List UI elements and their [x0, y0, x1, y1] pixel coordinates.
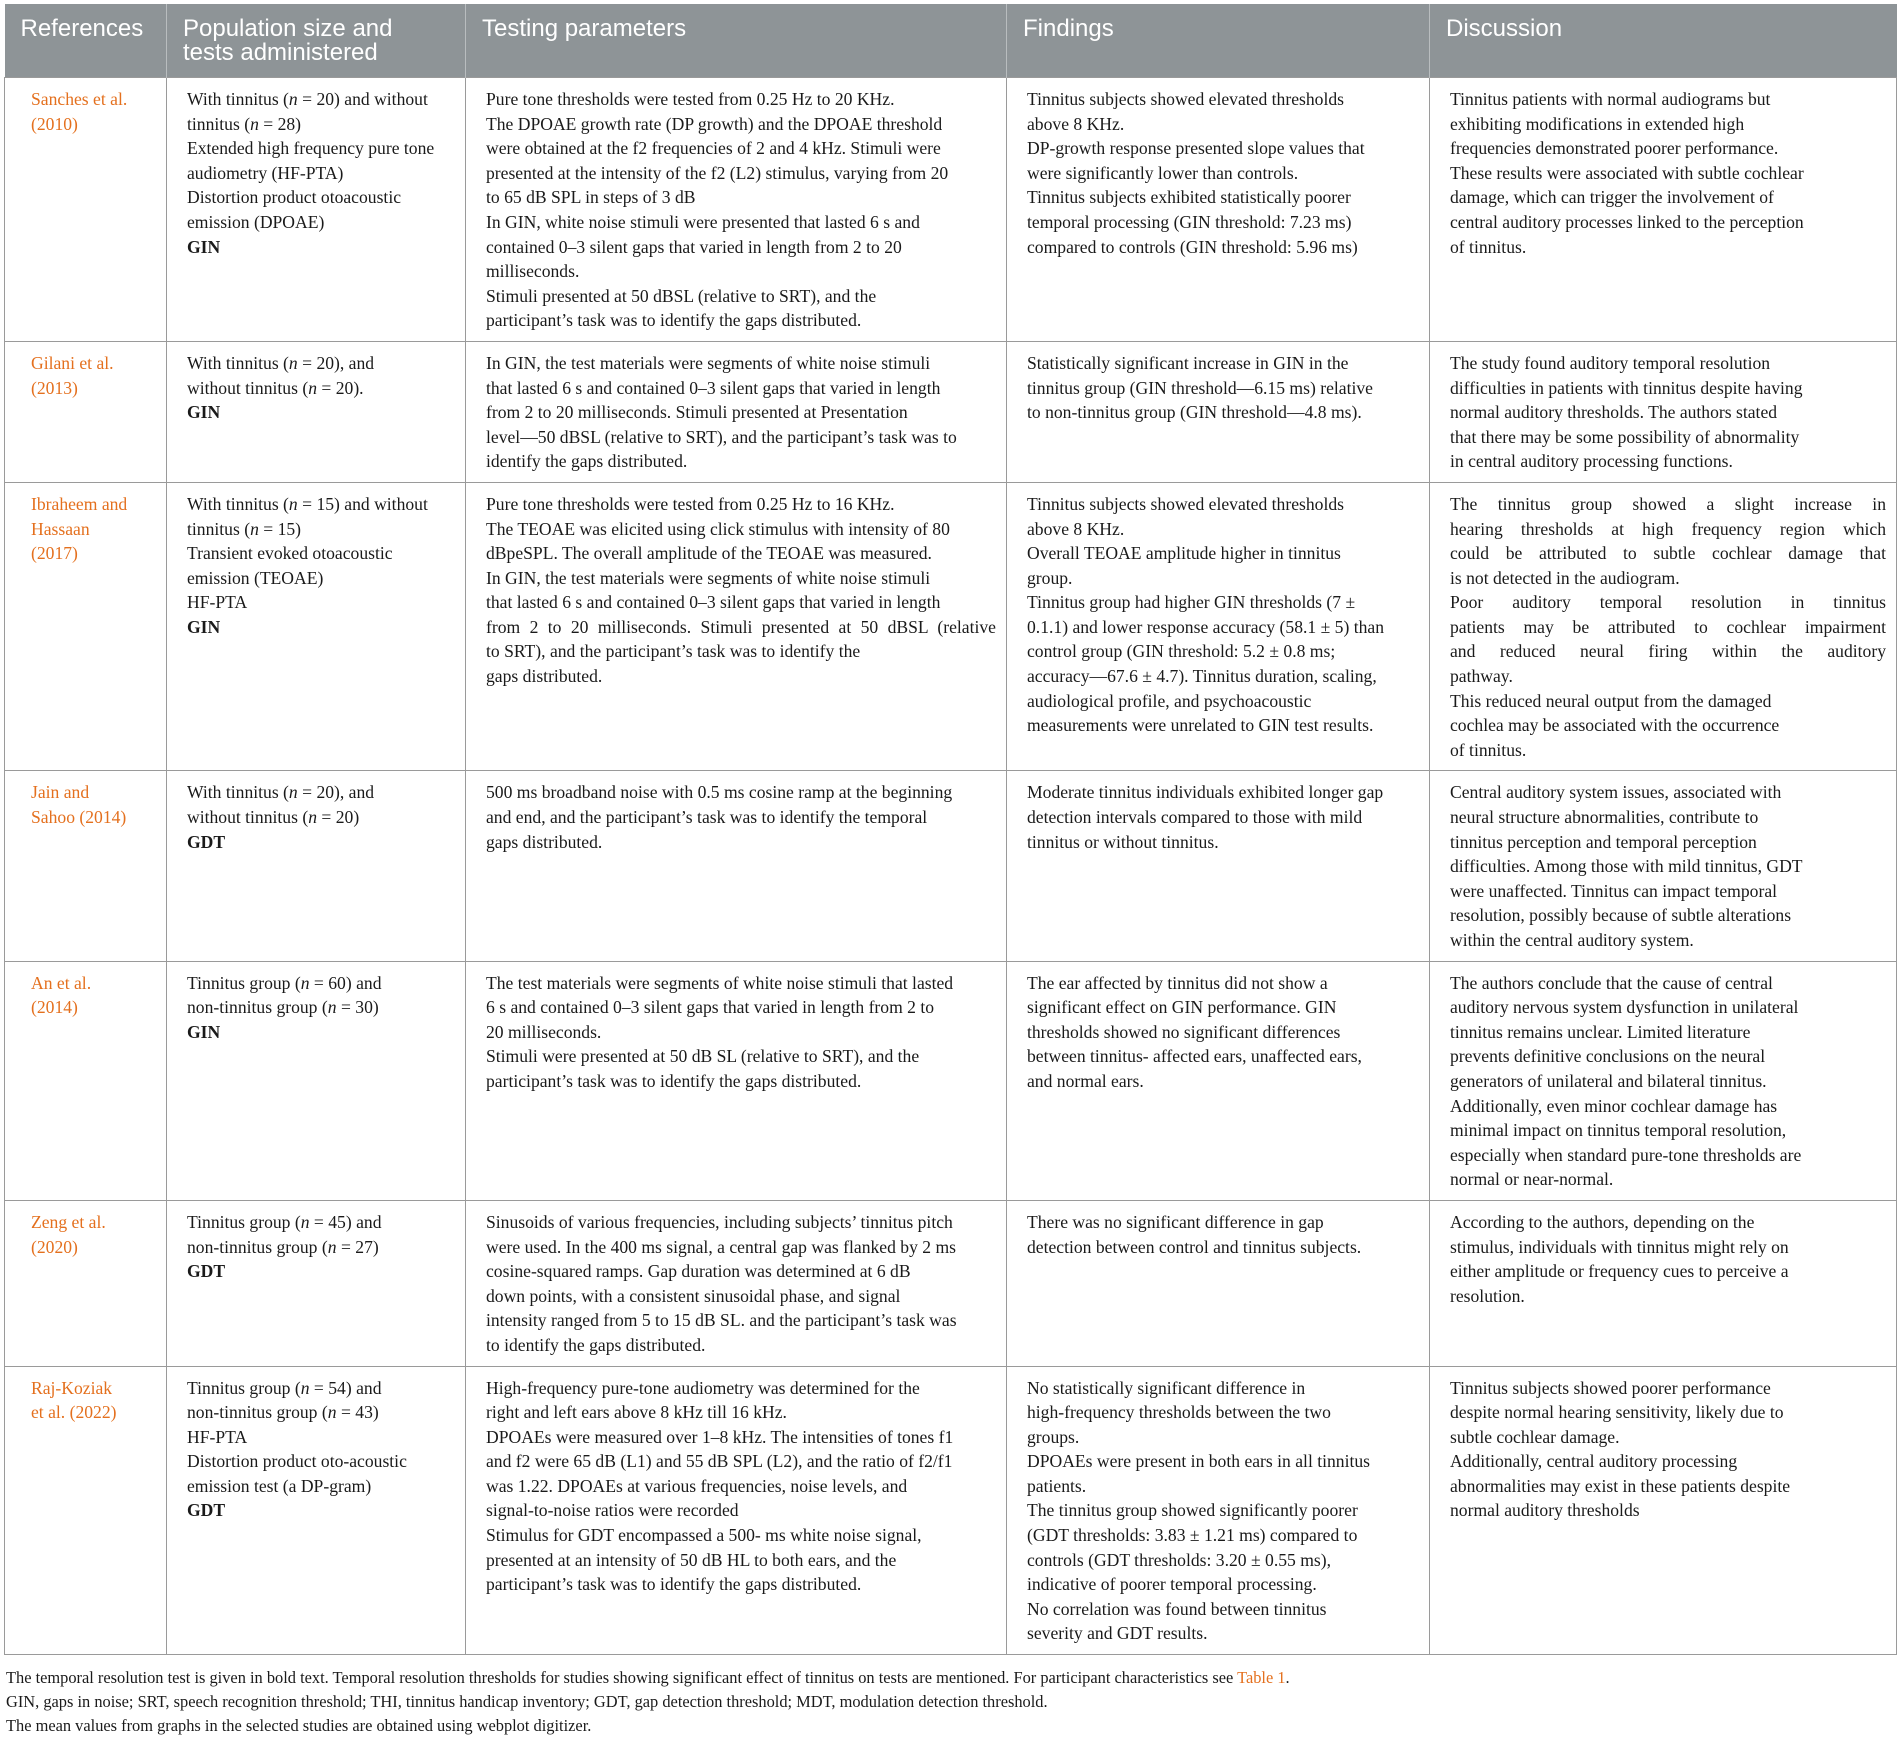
- findings-cell-line: temporal processing (GIN threshold: 7.23 ms): [1027, 211, 1352, 232]
- testing-parameters-cell-line: intensity ranged from 5 to 15 dB SL. and the participant’s task was: [486, 1310, 957, 1331]
- population-cell: [167, 78, 466, 342]
- findings-cell-line: compared to controls (GIN threshold: 5.96 ms): [1027, 236, 1358, 257]
- reference-link-line: (2017): [31, 543, 78, 564]
- discussion-cell: [1430, 482, 1897, 771]
- testing-parameters-cell-line: that lasted 6 s and contained 0–3 silent gaps that varied in length: [486, 592, 941, 613]
- discussion-cell-line: within the central auditory system.: [1450, 930, 1694, 950]
- findings-cell-line: Tinnitus group had higher GIN thresholds (7 ±: [1027, 592, 1356, 613]
- discussion-cell-line: The authors conclude that the cause of central: [1450, 972, 1773, 993]
- discussion-cell-line: subtle cochlear damage.: [1450, 1426, 1620, 1447]
- table-header: [5, 4, 1897, 78]
- population-cell-line: Tinnitus group (n = 54) and: [187, 1377, 382, 1398]
- discussion-cell-line: either amplitude or frequency cues to perceive a: [1450, 1261, 1789, 1282]
- findings-cell: [1007, 1200, 1430, 1366]
- testing-parameters-cell-line: Stimulus for GDT encompassed a 500- ms white noise signal,: [486, 1525, 922, 1546]
- testing-parameters-cell-line: Pure tone thresholds were tested from 0.25 Hz to 20 KHz.: [486, 89, 895, 109]
- population-cell-line: without tinnitus (n = 20): [187, 807, 360, 828]
- findings-cell-line: Statistically significant increase in GIN in the: [1027, 352, 1349, 373]
- header-line: Findings: [1023, 15, 1114, 42]
- header-findings: [1007, 4, 1430, 78]
- population-cell: [167, 1200, 466, 1366]
- table-row: [5, 1366, 1897, 1655]
- population-cell-line: Distortion product oto-acoustic: [187, 1451, 407, 1472]
- findings-cell: [1007, 1366, 1430, 1655]
- discussion-cell-line: prevents definitive conclusions on the neural: [1450, 1046, 1766, 1067]
- reference-link-line: (2010): [31, 113, 78, 134]
- findings-cell: [1007, 482, 1430, 771]
- testing-parameters-cell-line: that lasted 6 s and contained 0–3 silent gaps that varied in length: [486, 377, 941, 398]
- reference-link-line: Sanches et al.: [31, 89, 128, 109]
- reference-link[interactable]: [5, 1366, 167, 1655]
- testing-parameters-cell-line: 6 s and contained 0–3 silent gaps that varied in length from 2 to: [486, 997, 935, 1018]
- testing-parameters-cell-line: to SRT), and the participant’s task was to identify the: [486, 641, 861, 662]
- discussion-cell-line: The study found auditory temporal resolution: [1450, 352, 1771, 373]
- testing-parameters-cell-line: to identify the gaps distributed.: [486, 1334, 706, 1355]
- testing-parameters-cell: [466, 482, 1007, 771]
- header-population: [167, 4, 466, 78]
- testing-parameters-cell-line: Stimuli were presented at 50 dB SL (relative to SRT), and the: [486, 1046, 920, 1067]
- temporal-test-label: GIN: [187, 402, 221, 423]
- discussion-cell-line: is not detected in the audiogram.: [1450, 567, 1680, 588]
- testing-parameters-cell-line: right and left ears above 8 kHz till 16 kHz.: [486, 1402, 787, 1423]
- testing-parameters-cell-line: participant’s task was to identify the gaps distributed.: [486, 1574, 862, 1595]
- testing-parameters-cell-line: DPOAEs were measured over 1–8 kHz. The intensities of tones f1: [486, 1426, 954, 1447]
- discussion-cell-line: Central auditory system issues, associated with: [1450, 782, 1782, 803]
- population-cell-line: non-tinnitus group (n = 30): [187, 997, 379, 1018]
- discussion-cell-line: resolution, possibly because of subtle alterations: [1450, 905, 1792, 926]
- reference-link-line: Sahoo (2014): [31, 807, 127, 828]
- population-cell-line: Extended high frequency pure tone: [187, 138, 435, 159]
- discussion-cell-line: in central auditory processing functions.: [1450, 451, 1733, 472]
- findings-cell-line: The tinnitus group showed significantly poorer: [1027, 1500, 1358, 1521]
- reference-link[interactable]: [5, 1200, 167, 1366]
- population-cell: [167, 482, 466, 771]
- population-cell: [167, 771, 466, 961]
- discussion-cell: [1430, 1200, 1897, 1366]
- discussion-cell-line: difficulties. Among those with mild tinnitus, GDT: [1450, 856, 1803, 877]
- population-cell-line: non-tinnitus group (n = 43): [187, 1402, 379, 1423]
- population-cell: [167, 961, 466, 1200]
- findings-cell-line: above 8 KHz.: [1027, 113, 1125, 134]
- reference-link[interactable]: [5, 961, 167, 1200]
- findings-cell-line: Tinnitus subjects exhibited statistically poorer: [1027, 187, 1351, 208]
- testing-parameters-cell-line: Pure tone thresholds were tested from 0.25 Hz to 16 KHz.: [486, 493, 895, 514]
- discussion-cell-line: exhibiting modifications in extended high: [1450, 113, 1745, 134]
- reference-link-line: (2020): [31, 1236, 78, 1257]
- header-discussion: [1430, 4, 1897, 78]
- population-cell-line: audiometry (HF-PTA): [187, 162, 344, 183]
- discussion-cell: [1430, 961, 1897, 1200]
- findings-cell-line: Tinnitus subjects showed elevated thresholds: [1027, 89, 1344, 109]
- findings-cell-line: to non-tinnitus group (GIN threshold—4.8 ms).: [1027, 402, 1362, 423]
- reference-link[interactable]: [5, 482, 167, 771]
- testing-parameters-cell-line: High-frequency pure-tone audiometry was determined for the: [486, 1377, 920, 1398]
- testing-parameters-cell-line: participant’s task was to identify the gaps distributed.: [486, 310, 862, 331]
- discussion-cell-line: and reduced neural firing within the auditory: [1450, 641, 1886, 662]
- testing-parameters-cell-line: contained 0–3 silent gaps that varied in length from 2 to 20: [486, 236, 902, 257]
- discussion-cell-line: frequencies demonstrated poorer performance.: [1450, 138, 1779, 159]
- findings-cell-line: DPOAEs were present in both ears in all tinnitus: [1027, 1451, 1371, 1472]
- table-row: [5, 771, 1897, 961]
- discussion-cell-line: normal auditory thresholds. The authors stated: [1450, 402, 1778, 423]
- population-cell-line: With tinnitus (n = 20), and: [187, 352, 375, 373]
- testing-parameters-cell-line: and end, and the participant’s task was to identify the temporal: [486, 807, 928, 828]
- discussion-cell: [1430, 341, 1897, 482]
- reference-link-line: Gilani et al.: [31, 352, 114, 373]
- findings-cell-line: severity and GDT results.: [1027, 1623, 1208, 1644]
- testing-parameters-cell-line: identify the gaps distributed.: [486, 451, 688, 472]
- table-row: [5, 341, 1897, 482]
- table-body: [5, 78, 1897, 1655]
- findings-cell-line: thresholds showed no significant differences: [1027, 1021, 1341, 1042]
- discussion-cell-line: hearing thresholds at high frequency region which: [1450, 518, 1886, 539]
- discussion-cell-line: despite normal hearing sensitivity, likely due to: [1450, 1402, 1784, 1423]
- header-line: tests administered: [183, 39, 378, 66]
- reference-link[interactable]: [5, 341, 167, 482]
- testing-parameters-cell-line: gaps distributed.: [486, 831, 603, 852]
- studies-table: [4, 4, 1897, 1655]
- footnote-text: The temporal resolution test is given in bold text. Temporal resolution thresholds for studies showing significant effect of tinnitus on tests are mentioned. For participant characteristics see: [6, 1668, 1238, 1687]
- discussion-cell: [1430, 771, 1897, 961]
- population-cell-line: tinnitus (n = 15): [187, 518, 302, 539]
- discussion-cell-line: cochlea may be associated with the occurrence: [1450, 715, 1780, 736]
- reference-link-line: (2014): [31, 997, 78, 1018]
- findings-cell-line: No statistically significant difference in: [1027, 1377, 1306, 1398]
- findings-cell: [1007, 771, 1430, 961]
- findings-cell-line: No correlation was found between tinnitus: [1027, 1598, 1327, 1619]
- reference-link[interactable]: [5, 771, 167, 961]
- population-cell-line: With tinnitus (n = 15) and without: [187, 493, 428, 514]
- findings-cell-line: control group (GIN threshold: 5.2 ± 0.8 ms;: [1027, 641, 1336, 662]
- discussion-cell-line: could be attributed to subtle cochlear damage that: [1450, 543, 1886, 564]
- population-cell-line: Tinnitus group (n = 60) and: [187, 972, 382, 993]
- discussion-cell-line: stimulus, individuals with tinnitus might rely on: [1450, 1236, 1789, 1257]
- population-cell-line: tinnitus (n = 28): [187, 113, 302, 134]
- reference-link-line: et al. (2022): [31, 1402, 117, 1423]
- discussion-cell-line: neural structure abnormalities, contribute to: [1450, 807, 1759, 828]
- reference-link-line: Jain and: [31, 782, 90, 803]
- temporal-test-label: GIN: [187, 1021, 221, 1042]
- findings-cell-line: significant effect on GIN performance. GIN: [1027, 997, 1337, 1018]
- findings-cell-line: tinnitus group (GIN threshold—6.15 ms) relative: [1027, 377, 1373, 398]
- reference-link-line: (2013): [31, 377, 78, 398]
- testing-parameters-cell-line: cosine-squared ramps. Gap duration was determined at 6 dB: [486, 1261, 911, 1282]
- findings-cell-line: tinnitus or without tinnitus.: [1027, 831, 1219, 852]
- testing-parameters-cell-line: The test materials were segments of white noise stimuli that lasted: [486, 972, 954, 993]
- discussion-cell-line: normal auditory thresholds: [1450, 1500, 1640, 1521]
- discussion-cell-line: central auditory processes linked to the perception: [1450, 211, 1804, 232]
- header-line: Discussion: [1446, 15, 1563, 42]
- findings-cell: [1007, 961, 1430, 1200]
- population-cell-line: With tinnitus (n = 20), and: [187, 782, 375, 803]
- population-cell-line: emission (DPOAE): [187, 211, 325, 232]
- population-cell-line: With tinnitus (n = 20) and without: [187, 89, 428, 109]
- table-row: [5, 482, 1897, 771]
- discussion-cell-line: These results were associated with subtle cochlear: [1450, 162, 1804, 183]
- population-cell-line: Tinnitus group (n = 45) and: [187, 1211, 382, 1232]
- population-cell-line: without tinnitus (n = 20).: [187, 377, 364, 398]
- testing-parameters-cell-line: presented at the intensity of the f2 (L2) stimulus, varying from 20: [486, 162, 949, 183]
- findings-cell-line: DP-growth response presented slope values that: [1027, 138, 1365, 159]
- testing-parameters-cell-line: gaps distributed.: [486, 666, 603, 687]
- testing-parameters-cell-line: down points, with a consistent sinusoidal phase, and signal: [486, 1285, 901, 1306]
- discussion-cell-line: This reduced neural output from the damaged: [1450, 690, 1772, 711]
- reference-link-line: Zeng et al.: [31, 1211, 106, 1232]
- testing-parameters-cell-line: The TEOAE was elicited using click stimulus with intensity of 80: [486, 518, 950, 539]
- discussion-cell-line: resolution.: [1450, 1285, 1525, 1306]
- testing-parameters-cell-line: In GIN, the test materials were segments of white noise stimuli: [486, 352, 931, 373]
- testing-parameters-cell-line: signal-to-noise ratios were recorded: [486, 1500, 739, 1521]
- findings-cell-line: Tinnitus subjects showed elevated thresholds: [1027, 493, 1344, 514]
- discussion-cell: [1430, 78, 1897, 342]
- findings-cell-line: patients.: [1027, 1475, 1087, 1496]
- findings-cell-line: indicative of poorer temporal processing.: [1027, 1574, 1317, 1595]
- findings-cell-line: group.: [1027, 567, 1073, 588]
- discussion-cell-line: According to the authors, depending on the: [1450, 1211, 1755, 1232]
- reference-link[interactable]: [5, 78, 167, 342]
- population-cell: [167, 341, 466, 482]
- findings-cell-line: audiological profile, and psychoacoustic: [1027, 690, 1312, 711]
- findings-cell-line: Overall TEOAE amplitude higher in tinnitus: [1027, 543, 1341, 564]
- temporal-test-label: GDT: [187, 831, 226, 852]
- discussion-cell-line: tinnitus perception and temporal perception: [1450, 831, 1757, 852]
- footnote-line-1: [6, 1666, 1290, 1690]
- population-cell-line: Transient evoked otoacoustic: [187, 543, 393, 564]
- population-cell: [167, 1366, 466, 1655]
- discussion-cell-line: Additionally, central auditory processing: [1450, 1451, 1738, 1472]
- testing-parameters-cell-line: In GIN, the test materials were segments of white noise stimuli: [486, 567, 931, 588]
- reference-link-line: Hassaan: [31, 518, 90, 539]
- discussion-cell-line: damage, which can trigger the involvement of: [1450, 187, 1774, 208]
- table-row: [5, 1200, 1897, 1366]
- testing-parameters-cell-line: 20 milliseconds.: [486, 1021, 602, 1042]
- findings-cell-line: groups.: [1027, 1426, 1080, 1447]
- footnote-period: .: [1285, 1668, 1290, 1687]
- findings-cell-line: measurements were unrelated to GIN test results.: [1027, 715, 1374, 736]
- testing-parameters-cell-line: were obtained at the f2 frequencies of 2 and 4 kHz. Stimuli were: [486, 138, 941, 159]
- discussion-cell-line: minimal impact on tinnitus temporal resolution,: [1450, 1120, 1787, 1141]
- testing-parameters-cell-line: milliseconds.: [486, 261, 580, 282]
- findings-cell-line: Moderate tinnitus individuals exhibited longer gap: [1027, 782, 1384, 803]
- findings-cell: [1007, 78, 1430, 342]
- testing-parameters-cell: [466, 78, 1007, 342]
- population-cell-line: emission test (a DP-gram): [187, 1475, 372, 1496]
- findings-cell-line: accuracy—67.6 ± 4.7). Tinnitus duration, scaling,: [1027, 666, 1377, 687]
- testing-parameters-cell: [466, 341, 1007, 482]
- temporal-test-label: GDT: [187, 1500, 226, 1521]
- testing-parameters-cell-line: from 2 to 20 milliseconds. Stimuli presented at 50 dBSL (relative: [486, 616, 996, 637]
- header-line: References: [20, 15, 144, 42]
- discussion-cell-line: auditory nervous system dysfunction in unilateral: [1450, 997, 1799, 1018]
- header-references: [5, 4, 167, 78]
- header-testing-parameters: [466, 4, 1007, 78]
- findings-cell-line: (GDT thresholds: 3.83 ± 1.21 ms) compared to: [1027, 1525, 1358, 1546]
- testing-parameters-cell: [466, 961, 1007, 1200]
- discussion-cell-line: that there may be some possibility of abnormality: [1450, 426, 1800, 447]
- findings-cell-line: The ear affected by tinnitus did not show a: [1027, 972, 1328, 993]
- testing-parameters-cell-line: level—50 dBSL (relative to SRT), and the participant’s task was to: [486, 426, 957, 447]
- reference-link-line: Ibraheem and: [31, 493, 128, 514]
- discussion-cell-line: were unaffected. Tinnitus can impact temporal: [1450, 880, 1778, 901]
- discussion-cell-line: tinnitus remains unclear. Limited literature: [1450, 1021, 1751, 1042]
- discussion-cell-line: The tinnitus group showed a slight increase in: [1450, 493, 1886, 514]
- testing-parameters-cell-line: were used. In the 400 ms signal, a central gap was flanked by 2 ms: [486, 1236, 957, 1257]
- population-cell-line: HF-PTA: [187, 1426, 248, 1447]
- testing-parameters-cell-line: 500 ms broadband noise with 0.5 ms cosine ramp at the beginning: [486, 782, 953, 803]
- testing-parameters-cell-line: from 2 to 20 milliseconds. Stimuli presented at Presentation: [486, 402, 908, 423]
- temporal-test-label: GIN: [187, 236, 221, 257]
- testing-parameters-cell-line: presented at an intensity of 50 dB HL to both ears, and the: [486, 1549, 897, 1570]
- discussion-cell-line: patients may be attributed to cochlear impairment: [1450, 616, 1886, 637]
- findings-cell-line: 0.1.1) and lower response accuracy (58.1 ± 5) than: [1027, 616, 1385, 637]
- table-row: [5, 961, 1897, 1200]
- testing-parameters-cell-line: The DPOAE growth rate (DP growth) and the DPOAE threshold: [486, 113, 943, 134]
- findings-cell-line: were significantly lower than controls.: [1027, 162, 1299, 183]
- discussion-cell-line: difficulties in patients with tinnitus despite having: [1450, 377, 1803, 398]
- discussion-cell-line: of tinnitus.: [1450, 739, 1527, 760]
- discussion-cell-line: Additionally, even minor cochlear damage has: [1450, 1095, 1778, 1116]
- population-cell-line: non-tinnitus group (n = 27): [187, 1236, 379, 1257]
- testing-parameters-cell-line: was 1.22. DPOAEs at various frequencies, noise levels, and: [486, 1475, 908, 1496]
- testing-parameters-cell: [466, 1366, 1007, 1655]
- table-footnotes: [6, 1666, 1290, 1737]
- footnote-line-3: The mean values from graphs in the selected studies are obtained using webplot digitizer.: [6, 1715, 592, 1735]
- findings-cell-line: between tinnitus- affected ears, unaffected ears,: [1027, 1046, 1362, 1067]
- testing-parameters-cell-line: to 65 dB SPL in steps of 3 dB: [486, 187, 696, 208]
- discussion-cell-line: normal or near-normal.: [1450, 1169, 1614, 1190]
- discussion-cell-line: pathway.: [1450, 666, 1513, 687]
- reference-link-line: Raj-Koziak: [31, 1377, 113, 1398]
- header-line: Testing parameters: [482, 15, 687, 42]
- table-row: [5, 78, 1897, 342]
- footnote-line-2: GIN, gaps in noise; SRT, speech recognition threshold; THI, tinnitus handicap inventory; GDT, gap detection threshold; MDT, modulation detection threshold.: [6, 1691, 1048, 1711]
- testing-parameters-cell-line: and f2 were 65 dB (L1) and 55 dB SPL (L2), and the ratio of f2/f1: [486, 1451, 953, 1472]
- testing-parameters-cell-line: dBpeSPL. The overall amplitude of the TEOAE was measured.: [486, 543, 932, 564]
- temporal-test-label: GIN: [187, 616, 221, 637]
- findings-cell-line: above 8 KHz.: [1027, 518, 1125, 539]
- discussion-cell-line: Tinnitus subjects showed poorer performance: [1450, 1377, 1771, 1398]
- discussion-cell-line: generators of unilateral and bilateral tinnitus.: [1450, 1070, 1767, 1091]
- findings-cell-line: controls (GDT thresholds: 3.20 ± 0.55 ms),: [1027, 1549, 1332, 1570]
- discussion-cell-line: abnormalities may exist in these patients despite: [1450, 1475, 1791, 1496]
- findings-cell-line: high-frequency thresholds between the two: [1027, 1402, 1331, 1423]
- testing-parameters-cell: [466, 771, 1007, 961]
- findings-cell-line: and normal ears.: [1027, 1070, 1144, 1091]
- discussion-cell-line: especially when standard pure-tone thresholds are: [1450, 1144, 1802, 1165]
- findings-cell-line: There was no significant difference in gap: [1027, 1211, 1324, 1232]
- reference-link-line: An et al.: [31, 972, 92, 993]
- discussion-cell-line: Tinnitus patients with normal audiograms but: [1450, 89, 1771, 109]
- findings-cell: [1007, 341, 1430, 482]
- discussion-cell-line: of tinnitus.: [1450, 236, 1527, 257]
- testing-parameters-cell: [466, 1200, 1007, 1366]
- testing-parameters-cell-line: Sinusoids of various frequencies, including subjects’ tinnitus pitch: [486, 1211, 953, 1232]
- findings-cell-line: detection intervals compared to those with mild: [1027, 807, 1363, 828]
- findings-cell-line: detection between control and tinnitus subjects.: [1027, 1236, 1362, 1257]
- discussion-cell-line: Poor auditory temporal resolution in tinnitus: [1450, 592, 1886, 613]
- population-cell-line: HF-PTA: [187, 592, 248, 613]
- header-line: Population size and: [183, 15, 393, 42]
- discussion-cell: [1430, 1366, 1897, 1655]
- population-cell-line: Distortion product otoacoustic: [187, 187, 402, 208]
- testing-parameters-cell-line: In GIN, white noise stimuli were presented that lasted 6 s and: [486, 211, 920, 232]
- testing-parameters-cell-line: participant’s task was to identify the gaps distributed.: [486, 1070, 862, 1091]
- population-cell-line: emission (TEOAE): [187, 567, 324, 588]
- testing-parameters-cell-line: Stimuli presented at 50 dBSL (relative to SRT), and the: [486, 285, 877, 306]
- temporal-test-label: GDT: [187, 1261, 226, 1282]
- table-1-link[interactable]: Table 1: [1237, 1668, 1286, 1687]
